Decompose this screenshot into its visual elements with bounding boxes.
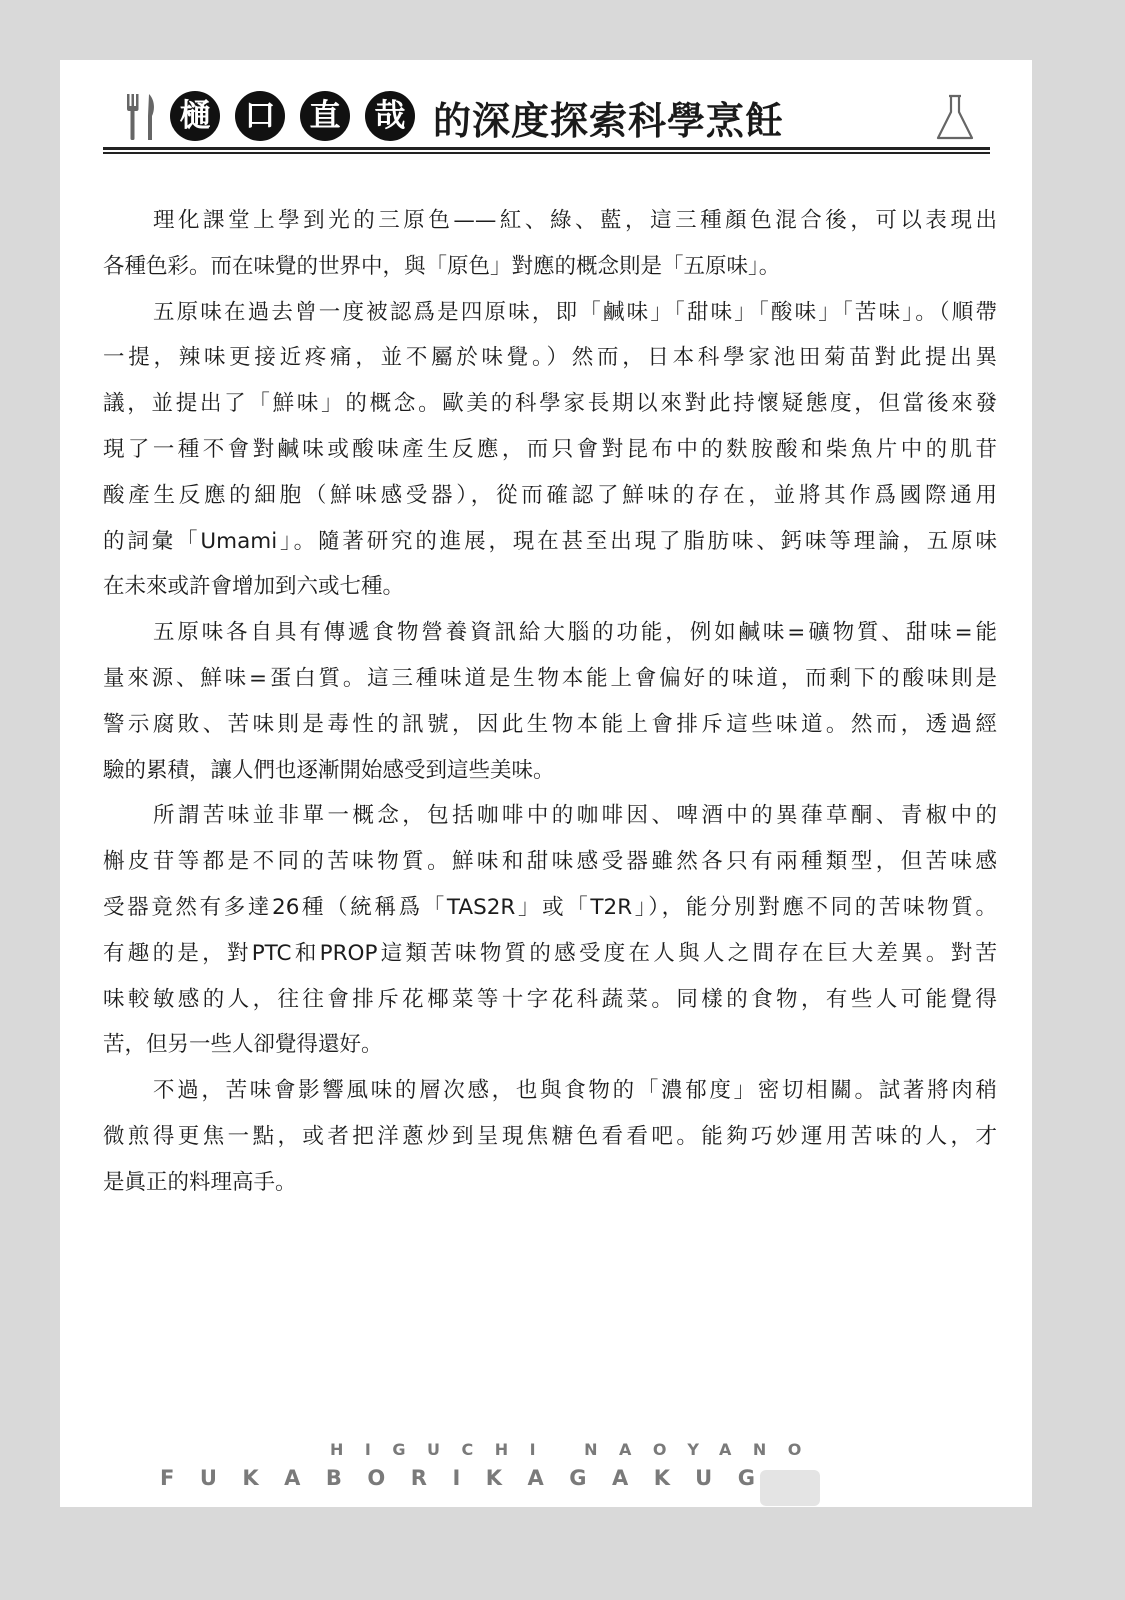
text-line: 是眞正的料理高手。 (103, 1169, 297, 1195)
text-line: 槲皮苷等都是不同的苦味物質。鮮味和甜味感受器雖然各只有兩種類型，但苦味感 (103, 849, 997, 875)
name-char-badge: 口 (235, 91, 285, 141)
name-char-badge: 直 (300, 91, 350, 141)
text-line: 警示腐敗、苦味則是毒性的訊號，因此生物本能上會排斥這些味道。然而，透過經 (103, 711, 997, 737)
text-line: 各種色彩。而在味覺的世界中，與「原色」對應的概念則是「五原味」。 (103, 253, 781, 279)
name-char-badge: 哉 (365, 91, 415, 141)
text-line: 受器竟然有多達26種（統稱爲「TAS2R」或「T2R」），能分別對應不同的苦味物質。 (103, 894, 997, 920)
text-line: 五原味各自具有傳遞食物營養資訊給大腦的功能，例如鹹味=礦物質、甜味=能 (153, 620, 997, 646)
footer-series: FUKABORIKAGAKUG (160, 1466, 781, 1490)
text-line: 有趣的是，對PTC和PROP這類苦味物質的感受度在人與人之間存在巨大差異。對苦 (103, 940, 997, 966)
text-line: 味較敏感的人，往往會排斥花椰菜等十字花科蔬菜。同樣的食物，有些人可能覺得 (103, 986, 997, 1012)
footer-author: HIGUCHI NAOYANO (330, 1440, 823, 1459)
text-line: 一提，辣味更接近疼痛，並不屬於味覺。）然而，日本科學家池田菊苗對此提出異 (103, 345, 997, 371)
fork-knife-icon (125, 94, 159, 140)
text-line: 理化課堂上學到光的三原色——紅、綠、藍，這三種顏色混合後，可以表現出 (153, 208, 997, 233)
text-line: 所謂苦味並非單一概念，包括咖啡中的咖啡因、啤酒中的異葎草酮、青椒中的 (153, 803, 997, 829)
header-rule (103, 152, 990, 154)
text-line: 在未來或許會增加到六或七種。 (103, 574, 405, 600)
paragraph (103, 290, 997, 611)
text-line: 酸產生反應的細胞（鮮味感受器），從而確認了鮮味的存在，並將其作爲國際通用 (103, 482, 997, 508)
page-title: 的深度探索科學烹飪 (433, 99, 785, 143)
flask-icon (935, 94, 975, 142)
text-line: 議，並提出了「鮮味」的概念。歐美的科學家長期以來對此持懷疑態度，但當後來發 (103, 391, 997, 417)
paragraph (103, 610, 997, 793)
paragraph (103, 1068, 997, 1205)
paragraph (103, 198, 997, 290)
header-rule (103, 147, 990, 150)
text-line: 驗的累積，讓人們也逐漸開始感受到這些美味。 (103, 757, 555, 783)
article-body (103, 198, 997, 1206)
text-line: 不過，苦味會影響風味的層次感，也與食物的「濃郁度」密切相關。試著將肉稍 (153, 1078, 997, 1104)
document-page (60, 60, 1032, 1507)
text-line: 的詞彙「Umami」。隨著研究的進展，現在甚至出現了脂肪味、鈣味等理論，五原味 (103, 528, 997, 554)
text-line: 苦，但另一些人卻覺得還好。 (103, 1032, 383, 1058)
name-char-badge: 樋 (170, 91, 220, 141)
page-header (103, 88, 990, 152)
text-line: 現了一種不會對鹹味或酸味產生反應，而只會對昆布中的麩胺酸和柴魚片中的肌苷 (103, 436, 997, 462)
text-line: 量來源、鮮味=蛋白質。這三種味道是生物本能上會偏好的味道，而剩下的酸味則是 (103, 665, 997, 691)
text-line: 微煎得更焦一點，或者把洋蔥炒到呈現焦糖色看看吧。能夠巧妙運用苦味的人，才 (103, 1123, 997, 1149)
paragraph (103, 793, 997, 1068)
text-line: 五原味在過去曾一度被認爲是四原味，即「鹹味」「甜味」「酸味」「苦味」。（順帶 (153, 299, 997, 325)
